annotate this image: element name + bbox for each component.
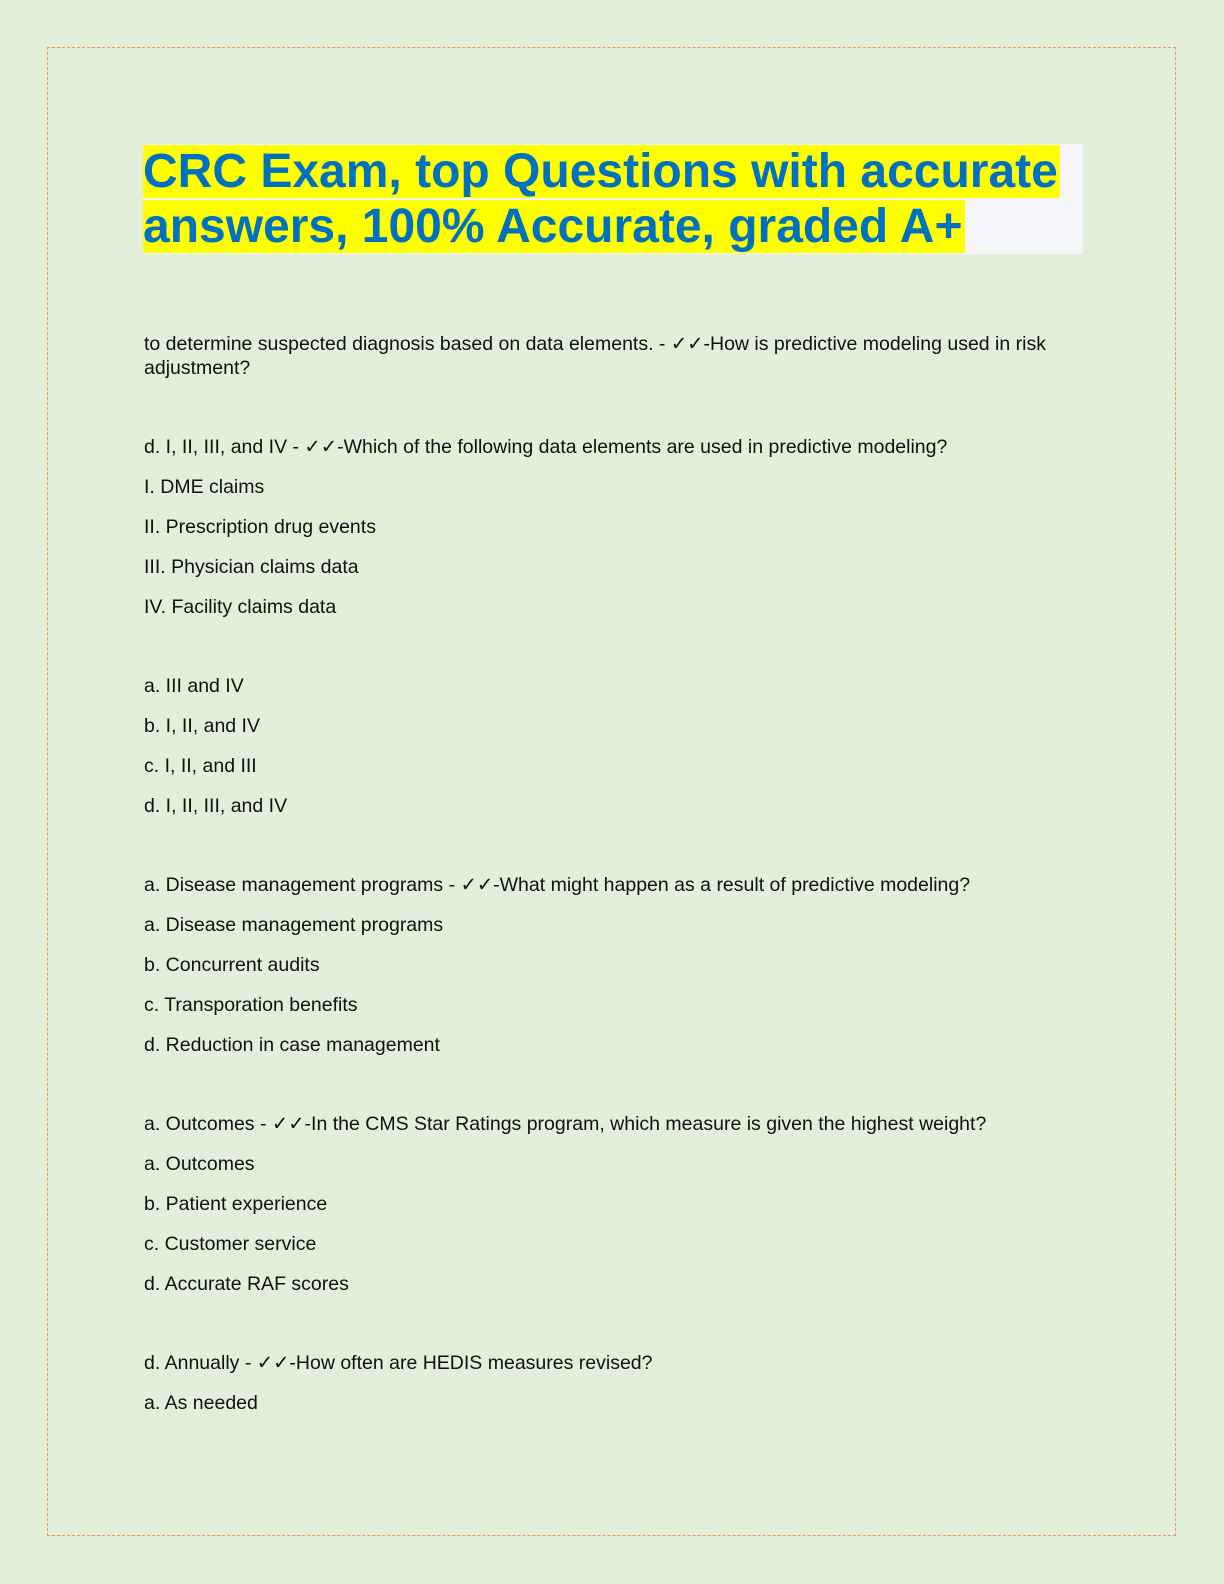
answer-option: a. Disease management programs — [144, 914, 444, 936]
question-header: a. Outcomes - ✓✓-In the CMS Star Ratings program, which measure is given the highest weight? — [144, 1113, 987, 1135]
list-item: II. Prescription drug events — [144, 516, 376, 538]
question-header: d. I, II, III, and IV - ✓✓-Which of the following data elements are used in predictive modeling? — [144, 436, 948, 458]
answer-option: a. Outcomes — [144, 1153, 255, 1175]
answer-option: b. I, II, and IV — [144, 715, 260, 737]
list-item: III. Physician claims data — [144, 556, 359, 578]
answer-option: d. I, II, III, and IV — [144, 795, 288, 817]
question-header: a. Disease management programs - ✓✓-What might happen as a result of predictive modeling? — [144, 874, 971, 896]
question-header: d. Annually - ✓✓-How often are HEDIS measures revised? — [144, 1352, 653, 1374]
answer-option: d. Accurate RAF scores — [144, 1273, 349, 1295]
answer-option: b. Concurrent audits — [144, 954, 320, 976]
document-title — [143, 144, 1083, 254]
answer-option: a. As needed — [144, 1392, 258, 1414]
intro-text: to determine suspected diagnosis based on data elements. - ✓✓-How is predictive modeling used in risk adjustment? — [144, 333, 1046, 379]
list-item: IV. Facility claims data — [144, 596, 337, 618]
answer-option: b. Patient experience — [144, 1193, 328, 1215]
page-border — [47, 47, 1176, 1536]
list-item: I. DME claims — [144, 476, 265, 498]
answer-option: a. III and IV — [144, 675, 244, 697]
answer-option: c. I, II, and III — [144, 755, 257, 777]
answer-option: d. Reduction in case management — [144, 1034, 440, 1056]
title-line-2: answers, 100% Accurate, graded A+ — [143, 200, 963, 253]
answer-option: c. Customer service — [144, 1233, 317, 1255]
answer-option: c. Transporation benefits — [144, 994, 358, 1016]
title-line-1: CRC Exam, top Questions with accurate — [143, 145, 1058, 198]
